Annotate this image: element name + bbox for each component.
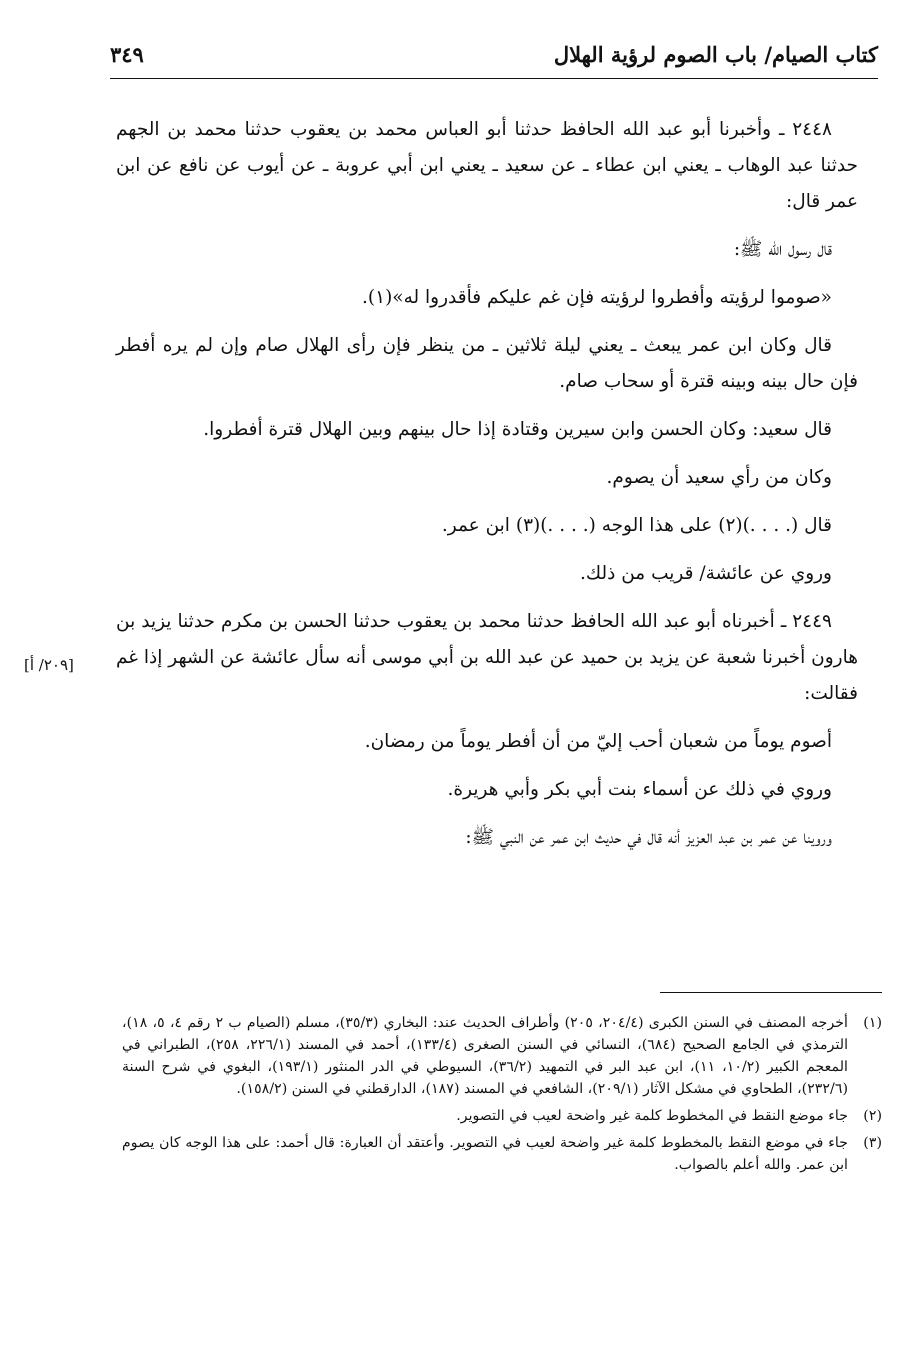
- footnote: [122, 1105, 882, 1127]
- page-header: [110, 40, 878, 76]
- manuscript-folio-ref: [٢٠٩/ أ]: [24, 656, 74, 674]
- paragraph-ellipsis: قال (. . . .)(٢) على هذا الوجه (. . . .)(٣) ابن عمر.: [441, 515, 832, 536]
- paragraph-ibn-umar: قال وكان ابن عمر يبعث ـ يعني ليلة ثلاثين ـ من ينظر فإن رأى الهلال صام وإن لم يره أفطر فإن حال بينه وبينه قترة أو سحاب صام.: [116, 335, 858, 392]
- header-rule: [110, 78, 878, 79]
- footnote-number: (٢): [863, 1108, 882, 1124]
- paragraph-said: قال سعيد: وكان الحسن وابن سيرين وقتادة إذا حال بينهم وبين الهلال قترة أفطروا.: [203, 419, 832, 440]
- paragraph-said-opinion: وكان من رأي سعيد أن يصوم.: [606, 467, 832, 488]
- paragraph-umar-abdulaziz: وروينا عن عمر بن عبد العزيز أنه قال في حديث ابن عمر عن النبي ﷺ:: [465, 827, 832, 848]
- footnotes: [122, 1012, 882, 1181]
- running-title: كتاب الصيام/ باب الصوم لرؤية الهلال: [553, 42, 878, 67]
- page-number: ٣٤٩: [110, 42, 144, 67]
- footnote-text: أخرجه المصنف في السنن الكبرى (٢٠٤/٤، ٢٠٥) وأطراف الحديث عند: البخاري (٣٥/٣)، مسلم (الصيام ب ٢ رقم ٤، ٥، ١٨)، الترمذي في الجامع الصحيح (٦٨٤)، النسائي في السنن الصغرى (١٣٣/٤)، أحمد في المسند (٢٢٦/١، ٢٥٨)، الطبراني في المعجم الكبير (١٠/٢، ١١)، ابن عبد البر في التمهيد (٣٦/٢)، السيوطي في الدر المنثور (١٩٣/١)، البغوي في شرح السنة (٢٣٢/٦)، الطحاوي في مشكل الآثار (٢٠٩/١)، الشافعي في المسند (١٨٧)، الدارقطني في السنن (١٥٨/٢).: [122, 1015, 849, 1097]
- footnote-number: (٣): [863, 1135, 882, 1151]
- footnote-text: جاء موضع النقط في المخطوط كلمة غير واضحة لعيب في التصوير.: [456, 1108, 848, 1124]
- hadith-2449-isnad: ٢٤٤٩ ـ أخبرناه أبو عبد الله الحافظ حدثنا محمد بن يعقوب حدثنا الحسن بن مكرم حدثنا يزيد بن هارون أخبرنا شعبة عن يزيد بن حميد عن عبد الله بن أبي موسى أنه سأل عائشة عن الشهر إذا غم فقالت:: [116, 611, 858, 704]
- footnote: [122, 1012, 882, 1100]
- footnote-rule: [660, 992, 882, 993]
- footnote-number: (١): [863, 1015, 882, 1031]
- footnote-text: جاء في موضع النقط بالمخطوط كلمة غير واضحة لعيب في التصوير. وأعتقد أن العبارة: قال أحمد: على هذا الوجه كان يصوم ابن عمر. والله أعلم بالصواب.: [122, 1135, 848, 1173]
- footnote: [122, 1132, 882, 1176]
- hadith-2448-isnad: ٢٤٤٨ ـ وأخبرنا أبو عبد الله الحافظ حدثنا أبو العباس محمد بن يعقوب حدثنا محمد بن الجهم حدثنا عبد الوهاب ـ يعني ابن عطاء ـ عن سعيد ـ يعني ابن أبي عروبة ـ عن أيوب عن نافع عن ابن عمر قال:: [116, 119, 858, 212]
- main-text: [116, 112, 858, 856]
- paragraph-asma: وروي في ذلك عن أسماء بنت أبي بكر وأبي هريرة.: [447, 779, 832, 800]
- hadith-2449-matn: أصوم يوماً من شعبان أحب إليّ من أن أفطر يوماً من رمضان.: [364, 731, 832, 752]
- hadith-2448-intro: قال رسول الله ﷺ:: [733, 239, 832, 260]
- hadith-2448-matn: «صوموا لرؤيته وأفطروا لرؤيته فإن غم عليكم فأقدروا له»(١).: [362, 287, 832, 308]
- paragraph-aisha: وروي عن عائشة/ قريب من ذلك.: [580, 563, 832, 584]
